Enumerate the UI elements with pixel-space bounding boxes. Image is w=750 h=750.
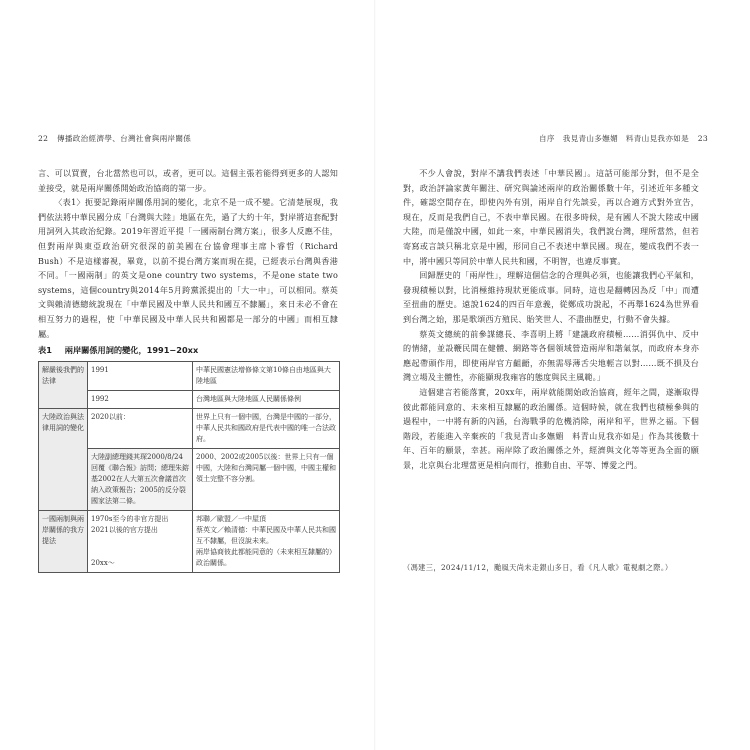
table-content-cell: 2000、2002或2005以後：世界上只有一個中國，大陸和台灣同屬一個中國，中國主權和領土完整不容分割。 — [193, 449, 340, 511]
paragraph: 〈表1〉扼要記錄兩岸關係用詞的變化，北京不是一成不變。它清楚展現，我們依法將中華民國分成「台灣與大陸」地區在先，過了大約十年，對岸將這套配對用詞列入其政治紀錄。2019年習近平提「一國兩制台灣方案」，很多人反應不佳，但對兩岸與東亞政治研究很深的前美國在台協會理事主席卜睿哲（Richard Bush）不是這樣審視，畢竟，以前不提台灣方案而現在提，已經表示台灣與香港不同。「一國兩制」的英文是one country two systems，不是one state two systems，這個country與2014年5月跨黨派提出的「大一中」，可以相同。蔡英文與賴清德總統說現在「中華民國及中華人民共和國互不隸屬」，來日未必不會在相互努力的過程，使「中華民國及中華人民共和國都是一部分的中國」而相互隸屬。 — [38, 197, 338, 339]
left-page-number: 22 — [38, 134, 49, 143]
table-number: 表1 — [38, 345, 52, 355]
table-title: 兩岸關係用詞的變化，1991−20xx — [64, 345, 199, 355]
right-body-text — [403, 166, 699, 472]
table-year-cell — [88, 511, 193, 573]
author-signoff: （馮建三，2024/11/12，颱風天尚未走銀山多日，看《凡人歌》電視劇之際。） — [403, 563, 673, 572]
table-year-line: 2021以後的官方提出 — [91, 526, 158, 534]
paragraph: 言、可以買賣，台北當然也可以，或者，更可以。這個主張若能得到更多的人認知並接受，就是兩岸關係開始政治協商的第一步。 — [38, 168, 338, 193]
table-year-cell: 大陸副總理錢其琛2000/8/24回覆《聯合報》訪問；總理朱鎔基2002在人大第五次會議首次納入政策報告；2005的反分裂國家法第二條。 — [88, 449, 193, 511]
left-running-title: 傳播政治經濟學、台灣社會與兩岸關係 — [56, 134, 192, 143]
table-category-cell: 大陸政治與法律用詞的變化 — [39, 409, 88, 511]
table-content-cell: 中華民國憲法增修條文第10條自由地區與大陸地區 — [193, 362, 340, 391]
paragraph: 回歸歷史的「兩岸性」，理解這個信念的合理與必須，也能讓我們心平氣和，發現積極以對，比消極維持現狀更能成事。同時，這也是翻轉因為反「中」而遭至扭曲的歷史。遠說1624的四百年意義，從鄭成功說起，不再舉1624為世界看到台灣之始，那是歌頌西方殖民、貽笑世人、不盡曲歷史，行動不會失據。 — [403, 270, 699, 324]
table-content-line: 邦聯／歐盟／一中屋頂 — [196, 515, 266, 523]
right-running-head — [539, 133, 714, 144]
table-content-cell: 世界上只有一個中國，台灣是中國的一部分，中華人民共和國政府是代表中國的唯一合法政府。 — [193, 409, 340, 449]
table-category-cell: 一國兩制與兩岸關係的我方提法 — [39, 511, 88, 573]
table-year-cell: 1992 — [88, 391, 193, 409]
table-category-cell: 解嚴後我們的法律 — [39, 362, 88, 409]
table-row — [39, 362, 340, 391]
right-page — [375, 0, 750, 750]
left-running-head — [32, 133, 191, 144]
table-year-line: 1970s至今的非官方提出 — [91, 515, 169, 523]
table-content-cell: 台灣地區與大陸地區人民關係條例 — [193, 391, 340, 409]
table-year-line: 20xx～ — [91, 559, 115, 567]
right-page-number: 23 — [697, 134, 708, 143]
table-content-cell — [193, 511, 340, 573]
paragraph: 蔡英文總統的前參謀總長、李喜明上將「建議政府積極……消弭仇中、反中的情緒，並設鞭民間在健體、網路等各個領域營造兩岸和諧氣氛，而政府本身亦應起帶頭作用，即使兩岸官方齟齬，亦無需辱薄舌尖地輕言以對……既不損及台灣立場及主體性，亦能顯現我雍容的態度與民主風範。」 — [403, 328, 699, 383]
paragraph: 不少人會說，對岸不講我們表述「中華民國」。這話可能部分對，但不是全對，政治評論家黃年關注、研究與論述兩岸的政治關係數十年，引述近年多種文件，確認空間存在，即使內外有別，兩岸自行先談妥，再以合適方式對外宣告，現在，反而是我們自己，不表中華民國。在很多時候，是有國人不說大陸或中國大陸，而是僅說中國，如此一來，中華民國消失，我們說台灣，理所當然，但若寄寫或言談只稱北京是中國，形同自己不表述中華民國。現在，變成我們不表一中，將中國只等同於中華人民共和國，不明智，也違反事實。 — [403, 168, 699, 266]
term-change-table — [38, 361, 340, 573]
table-content-line: 兩岸協商彼此都能同意的（未來相互隸屬的）政治關係。 — [196, 548, 336, 567]
table-year-cell: 1991 — [88, 362, 193, 391]
table-row — [39, 511, 340, 573]
paragraph: 這個建言若能落實，20xx年，兩岸就能開始政治協商，經年之間，遂漸取得彼此都能同意的、未來相互隸屬的政治關係。這個時候，就在我們也積極參與的過程中，一中將有新的內涵，台海戰爭的危機消除，兩岸和平，世界之福。下個階段，若能進入辛棄疾的「我見青山多嫵媚 料青山見我亦如是」作為其後數十年、百年的願景，幸甚。兩岸除了政治關係之外，經濟與文化等等更為全面的願景，北京與台北理當更是相向而行，推動自由、平等、博愛之門。 — [403, 386, 699, 470]
table-year-cell: 2020以前： — [88, 409, 193, 449]
right-running-title: 自序 我見青山多嫵媚 料青山見我亦如是 — [539, 134, 690, 143]
table-caption — [38, 345, 338, 356]
table-row — [39, 409, 340, 449]
left-body-text — [38, 166, 338, 341]
table-content-line: 蔡英文／賴清德：中華民國及中華人民共和國互不隸屬，但沒說未來。 — [196, 526, 336, 545]
